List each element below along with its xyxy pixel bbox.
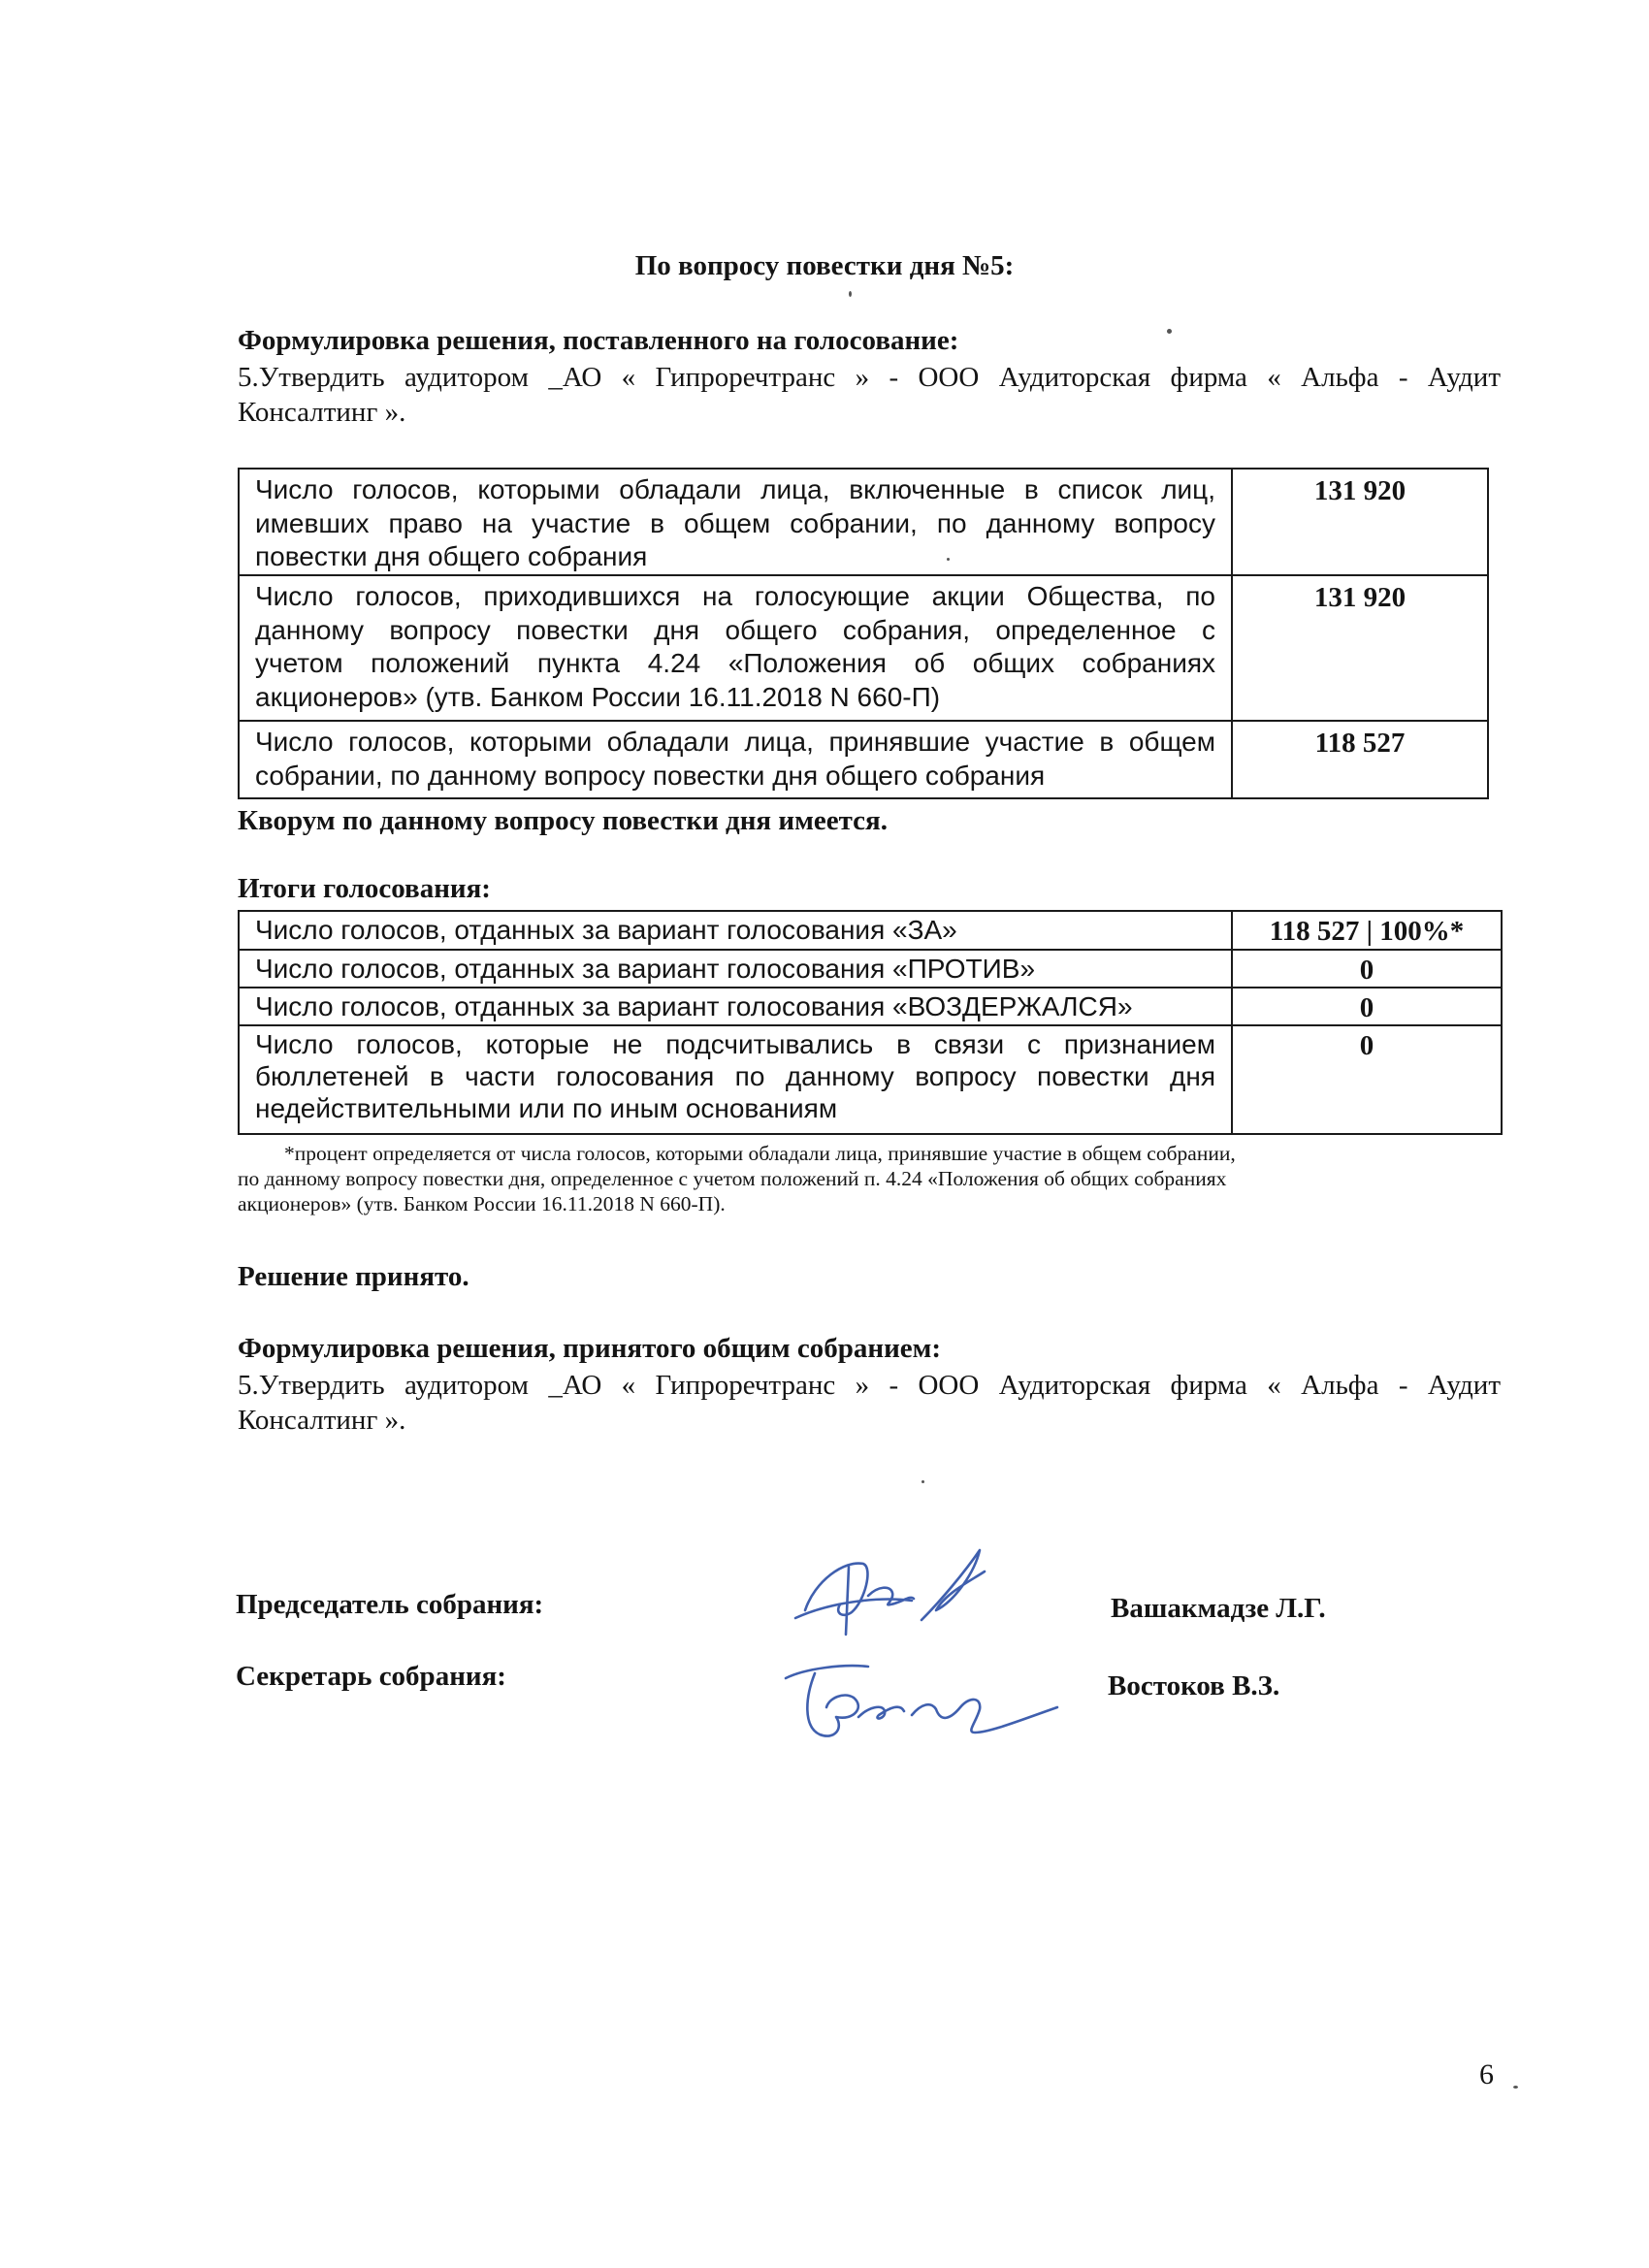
chairman-name: Вашакмадзе Л.Г. xyxy=(1111,1593,1326,1624)
page-number: 6 xyxy=(1479,2058,1494,2090)
cell-text-line: акционеров» (утв. Банком России 16.11.2018 N 660-П) xyxy=(255,681,941,712)
table-row xyxy=(239,1025,1502,1134)
scan-speck xyxy=(1167,329,1172,334)
table-cell-label xyxy=(239,911,1232,950)
cell-text-line: повестки дня общего собрания xyxy=(255,541,648,571)
footnote-line: акционеров» (утв. Банком России 16.11.2018 N 660-П). xyxy=(238,1192,726,1215)
results-label: Итоги голосования: xyxy=(238,873,491,904)
table-cell-value: 131 920 xyxy=(1232,575,1488,721)
scan-speck xyxy=(922,1480,924,1483)
table-cell-value: 118 527 | 100%* xyxy=(1232,911,1502,950)
footnote-line: *процент определяется от числа голосов, которыми обладали лица, принявшие участие в общем собрании, xyxy=(284,1142,1236,1165)
table-row xyxy=(239,575,1488,721)
adopted-text-line-1: 5.Утвердить аудитором _АО « Гипроречтранс » - ООО Аудиторская фирма « Альфа - Аудит xyxy=(238,1370,1501,1401)
table-cell-label xyxy=(239,988,1232,1025)
table-row xyxy=(239,469,1488,575)
proposal-text-line-2: Консалтинг ». xyxy=(238,397,406,428)
cell-text-line: бюллетеней в части голосования по данному вопросу повестки дня xyxy=(255,1061,1215,1091)
decision-status: Решение принято. xyxy=(238,1261,469,1292)
table-cell-label xyxy=(239,1025,1232,1134)
voting-results-table xyxy=(238,910,1503,1135)
table-cell-value: 0 xyxy=(1232,1025,1502,1134)
table-cell-label xyxy=(239,575,1232,721)
secretary-title: Секретарь собрания: xyxy=(236,1661,506,1692)
cell-text-line: Число голосов, которые не подсчитывались в связи с признанием xyxy=(255,1029,1215,1059)
cell-text-line: имевших право на участие в общем собрании, по данному вопросу xyxy=(255,507,1215,538)
proposal-label: Формулировка решения, поставленного на голосование: xyxy=(238,325,959,356)
cell-text-line: Число голосов, которыми обладали лица, включенные в список лиц, xyxy=(255,474,1215,504)
adopted-label: Формулировка решения, принятого общим собранием: xyxy=(238,1333,942,1364)
cell-text-line: собрании, по данному вопросу повестки дня общего собрания xyxy=(255,760,1046,791)
proposal-text-line-1: 5.Утвердить аудитором _АО « Гипроречтранс » - ООО Аудиторская фирма « Альфа - Аудит xyxy=(238,362,1501,393)
table-cell-value: 0 xyxy=(1232,950,1502,988)
scan-speck xyxy=(849,291,852,297)
cell-text-line: недействительными или по иным основаниям xyxy=(255,1093,838,1123)
secretary-signature xyxy=(776,1639,1067,1756)
cell-text-line: Число голосов, отданных за вариант голосования «ПРОТИВ» xyxy=(255,954,1036,984)
cell-text-line: Число голосов, приходившихся на голосующие акции Общества, по xyxy=(255,581,1215,611)
cell-text-line: Число голосов, которыми обладали лица, принявшие участие в общем xyxy=(255,727,1215,757)
table-cell-label xyxy=(239,469,1232,575)
secretary-name: Востоков В.З. xyxy=(1108,1670,1280,1701)
table-row xyxy=(239,911,1502,950)
table-cell-label xyxy=(239,950,1232,988)
scan-speck xyxy=(1513,2086,1518,2089)
table-cell-value: 0 xyxy=(1232,988,1502,1025)
quorum-table xyxy=(238,468,1489,799)
quorum-statement: Кворум по данному вопросу повестки дня имеется. xyxy=(238,805,888,836)
footnote xyxy=(238,1141,1499,1216)
chairman-title: Председатель собрания: xyxy=(236,1589,544,1620)
cell-text-line: Число голосов, отданных за вариант голосования «ЗА» xyxy=(255,915,957,945)
cell-text-line: Число голосов, отданных за вариант голосования «ВОЗДЕРЖАЛСЯ» xyxy=(255,991,1133,1021)
adopted-text-line-2: Консалтинг ». xyxy=(238,1405,406,1436)
cell-text-line: данному вопросу повестки дня общего собрания, определенное с xyxy=(255,614,1215,645)
table-cell-label xyxy=(239,721,1232,798)
table-cell-value: 131 920 xyxy=(1232,469,1488,575)
table-row xyxy=(239,950,1502,988)
table-row xyxy=(239,721,1488,798)
footnote-line: по данному вопросу повестки дня, определенное с учетом положений п. 4.24 «Положения об общих собраниях xyxy=(238,1167,1227,1190)
agenda-item-heading: По вопросу повестки дня №5: xyxy=(634,250,1015,281)
table-cell-value: 118 527 xyxy=(1232,721,1488,798)
scan-speck xyxy=(947,558,950,561)
cell-text-line: учетом положений пункта 4.24 «Положения об общих собраниях xyxy=(255,648,1215,678)
table-row xyxy=(239,988,1502,1025)
